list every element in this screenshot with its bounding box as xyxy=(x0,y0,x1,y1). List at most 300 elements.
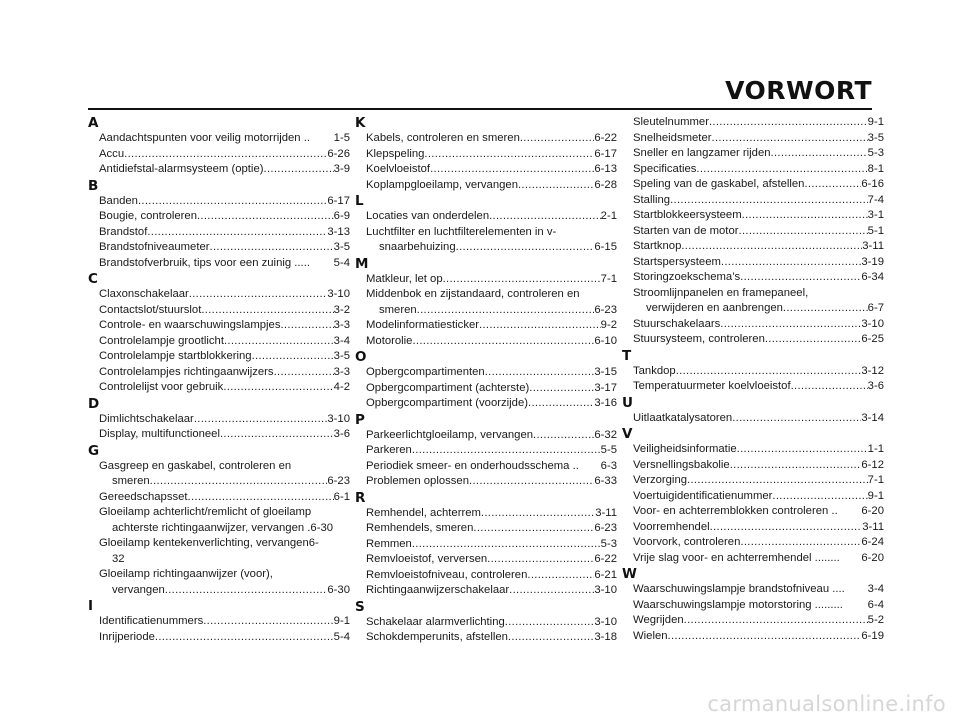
index-entry-page: 5-1 xyxy=(867,224,884,237)
index-entry-text: Stuurschakelaars xyxy=(633,317,721,330)
index-entry xyxy=(88,521,350,537)
dot-leader xyxy=(527,568,594,584)
index-entry-text: Versnellingsbakolie xyxy=(633,458,730,471)
index-entry xyxy=(88,318,350,334)
index-entry-text: Controlelampje startblokkering xyxy=(99,350,252,362)
index-entry-text: Sneller en langzamer rijden xyxy=(633,147,771,159)
index-entry-page: 6-3 xyxy=(600,459,617,472)
index-letter-heading: D xyxy=(88,395,100,412)
index-entry-page: 3-5 xyxy=(333,241,350,253)
index-entry-page: 6-17 xyxy=(327,194,350,207)
dot-leader xyxy=(203,614,333,630)
index-entry-page: 3-19 xyxy=(861,255,884,268)
index-entry-text: Starten van de motor xyxy=(633,224,739,237)
index-letter-heading: K xyxy=(355,115,366,131)
index-entry-page: 6-34 xyxy=(861,271,884,283)
index-entry xyxy=(355,147,617,163)
index-entry xyxy=(88,194,350,210)
dot-leader xyxy=(742,208,868,224)
index-entry-text: Accu xyxy=(99,147,125,160)
index-entry-text: Tankdop xyxy=(633,364,676,377)
dot-leader xyxy=(710,520,863,536)
index-entry-text: Controlelampjes richtingaanwijzers xyxy=(99,365,274,378)
index-entry-page: 6-13 xyxy=(594,163,617,175)
index-entry xyxy=(622,208,884,224)
dot-leader xyxy=(783,301,868,317)
index-entry-page: 6-17 xyxy=(594,147,617,160)
index-entry xyxy=(355,272,617,288)
index-entry xyxy=(88,552,350,568)
index-entry xyxy=(88,505,350,521)
index-entry xyxy=(88,614,350,630)
index-entry-text: Bougie, controleren xyxy=(99,210,197,222)
index-entry xyxy=(355,428,617,444)
dot-leader xyxy=(147,225,327,241)
dot-leader xyxy=(668,629,862,645)
dot-leader xyxy=(533,428,594,444)
index-letter-heading: B xyxy=(88,177,99,194)
index-entry-page: 6-20 xyxy=(861,505,884,517)
index-entry-text: Opbergcompartimenten xyxy=(366,366,485,378)
index-entry-page: 6-12 xyxy=(861,458,884,471)
index-letter-heading: W xyxy=(622,566,637,582)
index-entry-text: Waarschuwingslampje motorstoring ......... xyxy=(633,598,843,611)
index-entry-page: 3-18 xyxy=(594,631,617,643)
dot-leader xyxy=(791,379,868,395)
index-entry-page: 1-1 xyxy=(867,443,884,455)
index-entry xyxy=(355,583,617,599)
index-entry xyxy=(88,131,350,147)
index-entry-page: 3-1 xyxy=(867,209,884,221)
index-entry-text: Voorvork, controleren xyxy=(633,536,741,548)
index-letter-heading: T xyxy=(622,347,632,364)
index-entry-text: Voorremhendel xyxy=(633,520,710,533)
index-entry-page: 6-24 xyxy=(861,536,884,548)
dot-leader xyxy=(505,615,595,631)
index-entry-text: smeren xyxy=(379,303,417,316)
index-entry-text: Modelinformatiesticker xyxy=(366,319,480,331)
index-entry xyxy=(355,537,617,553)
index-entry-text: Dimlichtschakelaar xyxy=(99,412,194,425)
index-entry-text: Startspersysteem xyxy=(633,255,721,268)
index-entry-page: 5-5 xyxy=(600,444,617,456)
dot-leader xyxy=(138,194,327,210)
index-entry-page: 3-11 xyxy=(862,240,884,252)
index-entry xyxy=(355,615,617,631)
index-entry-text: Verzorging xyxy=(633,474,688,486)
dot-leader xyxy=(274,365,334,381)
index-entry xyxy=(355,630,617,646)
index-entry xyxy=(88,412,350,428)
dot-leader xyxy=(201,303,333,319)
index-entry xyxy=(622,379,884,395)
index-entry-text: Identificatienummers xyxy=(99,615,204,627)
index-entry-page: 3-17 xyxy=(594,381,617,394)
index-entry xyxy=(355,334,617,350)
dot-leader xyxy=(737,442,868,458)
dot-leader xyxy=(469,474,594,490)
dot-leader xyxy=(124,147,327,163)
index-entry-text: Stroomlijnpanelen en framepaneel, xyxy=(633,286,809,299)
index-entry-page: 6-23 xyxy=(594,522,617,534)
index-entry xyxy=(88,349,350,365)
index-entry xyxy=(622,535,884,551)
index-entry-text: Contactslot/stuurslot xyxy=(99,303,202,316)
index-entry xyxy=(355,318,617,334)
index-entry xyxy=(622,411,884,427)
index-entry xyxy=(355,568,617,584)
index-entry-page: 3-9 xyxy=(333,163,350,175)
index-entry xyxy=(88,256,350,272)
index-entry-page: 6-26 xyxy=(327,147,350,160)
dot-leader xyxy=(489,209,601,225)
index-entry-page: 3-6 xyxy=(333,428,350,440)
index-entry-text: vervangen xyxy=(112,583,165,596)
dot-leader xyxy=(456,240,595,256)
index-entry-text: Remvloeistofniveau, controleren xyxy=(366,568,528,581)
dot-leader xyxy=(771,146,868,162)
index-entry xyxy=(88,630,350,646)
index-column-1 xyxy=(88,115,350,645)
index-entry-text: Antidiefstal-alarmsysteem (optie) xyxy=(99,163,264,175)
index-entry-text: Parkeren xyxy=(366,444,412,456)
index-entry xyxy=(622,193,884,209)
index-entry-text: Kabels, controleren en smeren xyxy=(366,132,520,144)
dot-leader xyxy=(188,490,334,506)
dot-leader xyxy=(487,552,594,568)
index-entry-page: 6-7 xyxy=(867,302,884,314)
index-entry-text: Startblokkeersysteem xyxy=(633,209,742,221)
index-entry xyxy=(88,240,350,256)
index-letter-heading: M xyxy=(355,255,369,272)
index-entry-text: 32 xyxy=(112,552,125,565)
index-entry-page: 3-11 xyxy=(595,506,617,519)
index-entry-text: Stuursysteem, controleren xyxy=(633,333,765,345)
index-entry-text: Locaties van onderdelen xyxy=(366,210,490,222)
index-letter-heading: A xyxy=(88,115,99,131)
index-entry-page: 3-5 xyxy=(867,131,884,144)
index-entry-text: Controlelampje grootlicht xyxy=(99,334,224,347)
index-entry xyxy=(88,474,350,490)
index-entry-text: Koelvloeistof xyxy=(366,163,431,175)
dot-leader xyxy=(720,317,861,333)
index-entry-page: 3-10 xyxy=(594,615,617,628)
dot-leader xyxy=(772,489,867,505)
index-entry-page: 3-2 xyxy=(333,303,350,316)
dot-leader xyxy=(804,177,861,193)
index-entry-page: 2-1 xyxy=(600,210,617,222)
index-entry-page: 3-12 xyxy=(861,364,884,377)
page-heading: VORWORT xyxy=(725,76,872,105)
index-entry-page: 5-4 xyxy=(333,256,350,269)
index-entry-text: smeren xyxy=(112,475,150,487)
index-entry-text: Gloeilamp achterlicht/remlicht of gloeilamp xyxy=(99,506,312,518)
dot-leader xyxy=(509,583,594,599)
index-entry-page: 7-1 xyxy=(867,474,884,486)
index-entry-page: 3-6 xyxy=(867,380,884,392)
index-entry xyxy=(355,209,617,225)
index-entry xyxy=(622,177,884,193)
index-entry-page: 5-4 xyxy=(333,630,350,643)
index-entry-page: 3-15 xyxy=(594,366,617,378)
index-entry-page: 4-2 xyxy=(333,381,350,393)
index-entry xyxy=(88,225,350,241)
index-entry xyxy=(355,552,617,568)
dot-leader xyxy=(481,506,595,522)
dot-leader xyxy=(528,396,594,412)
index-entry-page: 5-2 xyxy=(867,614,884,626)
dot-leader xyxy=(417,303,595,319)
index-entry xyxy=(622,629,884,645)
index-entry xyxy=(622,473,884,489)
index-entry xyxy=(622,317,884,333)
index-entry-text: Klepspeling xyxy=(366,147,425,160)
dot-leader xyxy=(508,630,594,646)
index-entry xyxy=(88,536,350,552)
index-entry-page: 6-9 xyxy=(333,210,350,222)
dot-leader xyxy=(518,178,594,194)
index-entry xyxy=(622,613,884,629)
index-entry-text: Temperatuurmeter koelvloeistof xyxy=(633,380,791,392)
index-entry xyxy=(88,380,350,396)
index-entry-page: 6-33 xyxy=(594,475,617,487)
index-entry xyxy=(355,240,617,256)
index-entry-text: Gasgreep en gaskabel, controleren en xyxy=(99,459,292,472)
index-entry xyxy=(88,567,350,583)
dot-leader xyxy=(412,443,601,459)
index-entry-text: Uitlaatkatalysatoren xyxy=(633,411,733,424)
dot-leader xyxy=(210,240,334,256)
index-entry xyxy=(355,381,617,397)
index-letter-heading: P xyxy=(355,411,365,428)
dot-leader xyxy=(155,630,334,646)
index-entry-text: Controle- en waarschuwingslampjes xyxy=(99,319,281,331)
index-entry-text: snaarbehuizing xyxy=(379,241,456,253)
index-entry-text: Wielen xyxy=(633,629,668,642)
dot-leader xyxy=(670,193,868,209)
index-column-3 xyxy=(622,115,884,644)
index-entry xyxy=(355,162,617,178)
index-entry-text: Brandstof xyxy=(99,225,148,238)
index-entry xyxy=(622,146,884,162)
dot-leader xyxy=(740,270,861,286)
index-entry-text: Koplampgloeilamp, vervangen xyxy=(366,178,518,191)
index-entry xyxy=(88,334,350,350)
dot-leader xyxy=(264,162,334,178)
dot-leader xyxy=(150,474,328,490)
index-entry-page: 5-3 xyxy=(600,537,617,550)
dot-leader xyxy=(732,411,861,427)
index-entry xyxy=(355,178,617,194)
dot-leader xyxy=(730,458,862,474)
index-entry-page: 6-25 xyxy=(861,333,884,345)
index-entry xyxy=(622,162,884,178)
index-entry-page: 9-2 xyxy=(600,319,617,331)
index-entry-text: Problemen oplossen xyxy=(366,475,469,487)
dot-leader xyxy=(412,334,594,350)
index-entry-page: 5-3 xyxy=(867,147,884,159)
index-entry-text: Remvloeistof, verversen xyxy=(366,553,488,565)
dot-leader xyxy=(520,131,595,147)
dot-leader xyxy=(443,272,601,288)
index-entry xyxy=(355,459,617,475)
index-entry xyxy=(622,239,884,255)
index-entry-page: 3-14 xyxy=(861,411,884,424)
index-entry-text: Matkleur, let op xyxy=(366,272,443,285)
index-entry-page: 9-1 xyxy=(867,116,884,128)
index-entry-text: Waarschuwingslampje brandstofniveau .... xyxy=(633,583,845,595)
index-entry xyxy=(355,287,617,303)
dot-leader xyxy=(194,412,328,428)
index-entry-page: 6-23 xyxy=(327,475,350,487)
index-letter-heading: C xyxy=(88,271,98,287)
index-letter-heading: O xyxy=(355,349,367,365)
index-entry xyxy=(622,270,884,286)
dot-leader xyxy=(430,162,594,178)
dot-leader xyxy=(473,521,594,537)
index-entry xyxy=(355,396,617,412)
index-letter-heading: U xyxy=(622,394,633,411)
index-entry-text: Veiligheidsinformatie xyxy=(633,443,737,455)
dot-leader xyxy=(765,332,862,348)
dot-leader xyxy=(529,381,594,397)
index-entry-text: Startknop xyxy=(633,240,682,252)
index-entry xyxy=(622,458,884,474)
index-entry-text: Voertuigidentificatienummer xyxy=(633,489,773,502)
index-entry xyxy=(622,332,884,348)
index-entry xyxy=(622,442,884,458)
index-entry-text: Stalling xyxy=(633,193,671,206)
index-entry-page: 6-19 xyxy=(861,629,884,642)
index-entry-text: Snelheidsmeter xyxy=(633,131,712,144)
index-entry-text: Aandachtspunten voor veilig motorrijden .. xyxy=(99,132,310,144)
index-entry-text: Specificaties xyxy=(633,162,697,175)
index-entry-page: 6-22 xyxy=(594,553,617,565)
index-entry xyxy=(622,598,884,614)
index-entry-text: Periodiek smeer- en onderhoudsschema .. xyxy=(366,459,579,472)
dot-leader xyxy=(220,427,334,443)
dot-leader xyxy=(189,287,328,303)
index-entry-page: 6-28 xyxy=(594,178,617,191)
index-entry xyxy=(355,365,617,381)
index-entry-page: 1-5 xyxy=(333,132,350,144)
dot-leader xyxy=(740,535,861,551)
index-letter-heading: S xyxy=(355,598,365,615)
dot-leader xyxy=(709,115,868,131)
dot-leader xyxy=(197,209,334,225)
dot-leader xyxy=(223,380,333,396)
index-entry xyxy=(88,209,350,225)
dot-leader xyxy=(224,334,334,350)
index-entry-page: 3-10 xyxy=(594,584,617,596)
index-entry-text: Schokdemperunits, afstellen xyxy=(366,631,508,643)
index-entry xyxy=(88,303,350,319)
index-entry-page: 3-3 xyxy=(333,319,350,331)
index-letter-heading: I xyxy=(88,598,94,614)
index-entry-page: 6-20 xyxy=(861,551,884,564)
index-letter-heading: R xyxy=(355,489,366,506)
index-entry xyxy=(622,582,884,598)
index-entry xyxy=(622,301,884,317)
index-entry-text: Controlelijst voor gebruik xyxy=(99,381,224,393)
index-entry-text: Sleutelnummer xyxy=(633,116,709,128)
index-letter-heading: L xyxy=(355,193,364,209)
index-entry xyxy=(355,443,617,459)
index-entry-text: Opbergcompartiment (voorzijde) xyxy=(366,397,528,409)
index-entry xyxy=(88,287,350,303)
index-entry-text: Voor- en achterremblokken controleren .. xyxy=(633,505,838,517)
index-entry-page: 6-1 xyxy=(333,490,350,503)
index-entry xyxy=(88,459,350,475)
index-entry-text: Motorolie xyxy=(366,334,413,347)
index-entry xyxy=(622,489,884,505)
index-entry xyxy=(622,551,884,567)
index-entry-page: 3-10 xyxy=(861,317,884,330)
dot-leader xyxy=(676,364,862,380)
index-letter-heading: G xyxy=(88,442,100,459)
dot-leader xyxy=(687,473,868,489)
index-entry-text: Wegrijden xyxy=(633,614,684,626)
index-entry xyxy=(622,520,884,536)
dot-leader xyxy=(485,365,595,381)
index-entry-page: 3-3 xyxy=(333,365,350,378)
dot-leader xyxy=(712,131,868,147)
index-entry-page: 6-15 xyxy=(594,241,617,253)
dot-leader xyxy=(280,318,333,334)
dot-leader xyxy=(165,583,328,599)
index-entry-text: Display, multifunctioneel xyxy=(99,428,220,440)
index-entry-page: 3-10 xyxy=(327,288,350,300)
index-entry-text: Speling van de gaskabel, afstellen xyxy=(633,178,805,190)
index-entry-page: 7-1 xyxy=(600,272,617,285)
index-entry-text: Claxonschakelaar xyxy=(99,288,189,300)
dot-leader xyxy=(684,613,868,629)
index-entry-page: 6-30 xyxy=(327,583,350,596)
index-entry-page: 6-22 xyxy=(594,132,617,144)
index-entry-page: 3-5 xyxy=(333,350,350,362)
index-entry-text: Brandstofverbruik, tips voor een zuinig ..... xyxy=(99,256,310,269)
index-entry xyxy=(88,365,350,381)
index-entry-text: Inrijperiode xyxy=(99,630,155,643)
index-entry xyxy=(622,224,884,240)
index-column-2 xyxy=(355,115,617,646)
index-entry xyxy=(622,115,884,131)
index-entry-text: Opbergcompartiment (achterste) xyxy=(366,381,530,394)
dot-leader xyxy=(479,318,601,334)
index-entry xyxy=(88,490,350,506)
dot-leader xyxy=(696,162,867,178)
index-entry xyxy=(88,162,350,178)
index-entry-text: Storingzoekschema’s xyxy=(633,271,741,283)
dot-leader xyxy=(424,147,594,163)
index-entry-text: Parkeerlichtgloeilamp, vervangen xyxy=(366,428,534,441)
index-letter-heading: V xyxy=(622,426,633,442)
index-entry-page: 3-11 xyxy=(862,520,884,533)
index-entry-page: 6-32 xyxy=(594,428,617,441)
dot-leader xyxy=(252,349,334,365)
index-entry-text: Gloeilamp richtingaanwijzer (voor), xyxy=(99,568,273,580)
index-entry-text: Vrije slag voor- en achterremhendel ........ xyxy=(633,551,840,564)
index-entry-page: 3-4 xyxy=(867,583,884,595)
index-entry-text: Remhendel, achterrem xyxy=(366,506,481,519)
index-entry-text: Richtingaanwijzerschakelaar xyxy=(366,584,510,596)
index-entry-text: verwijderen en aanbrengen xyxy=(646,302,783,314)
index-entry-page: 3-10 xyxy=(327,412,350,425)
index-entry xyxy=(622,255,884,271)
index-entry xyxy=(88,583,350,599)
index-entry xyxy=(355,131,617,147)
index-entry-page: 8-1 xyxy=(867,162,884,175)
